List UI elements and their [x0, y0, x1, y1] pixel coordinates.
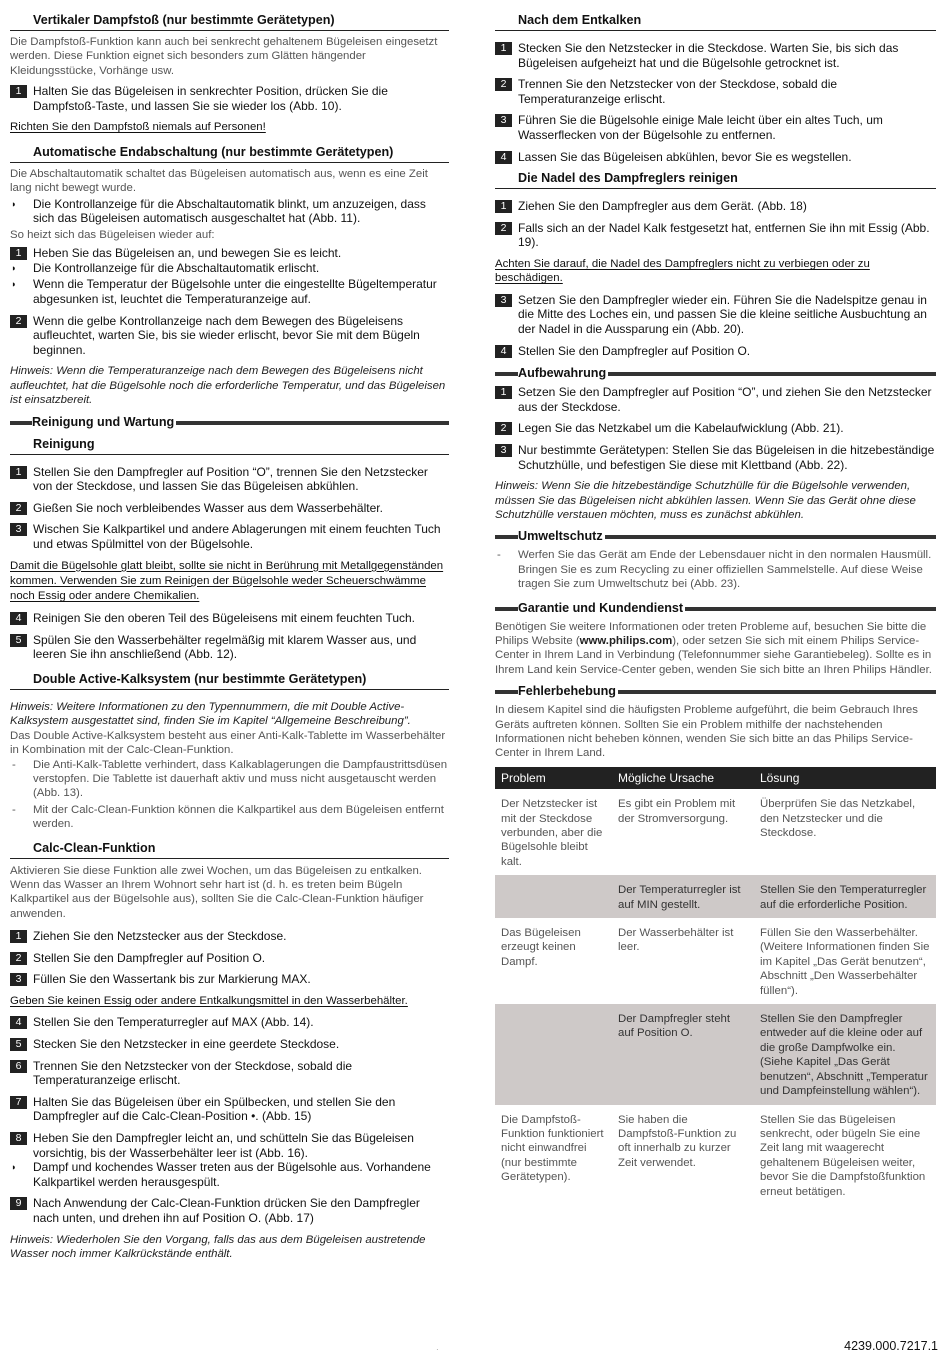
bullet-text: Die Kontrollanzeige für die Abschaltautomatik blinkt, um anzuzeigen, dass sich das Bügeleisen automatisch ausgeschaltet hat (Abb. 11). [33, 196, 426, 226]
section-title: Vertikaler Dampfstoß (nur bestimmte Gerätetypen) [10, 10, 449, 31]
step-number: 2 [495, 78, 512, 91]
section-automatische-endabschaltung [10, 142, 449, 408]
step-text: Heben Sie das Bügeleisen an, und bewegen Sie es leicht. [33, 246, 342, 261]
cause-cell: Es gibt ein Problem mit der Stromversorgung. [618, 798, 736, 825]
section-intro: Die Abschaltautomatik schaltet das Bügeleisen automatisch aus, wenn es eine Zeit lang nicht bewegt wurde. [10, 167, 428, 195]
step-text: Füllen Sie den Wassertank bis zur Markierung MAX. [33, 972, 311, 987]
step-text: Legen Sie das Netzkabel um die Kabelaufwicklung (Abb. 21). [518, 421, 844, 436]
step-text: Stellen Sie den Dampfregler auf Position O. [518, 343, 751, 358]
step [495, 199, 936, 214]
table-row [495, 875, 936, 918]
step [10, 929, 449, 944]
chapter-title-umweltschutz [495, 528, 936, 544]
dash-text: Mit der Calc-Clean-Funktion können die Kalkpartikel aus dem Bügeleisen entfernt werden. [33, 803, 444, 831]
step-text: Ziehen Sie den Dampfregler aus dem Gerät. (Abb. 18) [518, 199, 807, 214]
step-number: 3 [495, 114, 512, 127]
step-text: Heben Sie den Dampfregler leicht an, und schütteln Sie das Bügeleisen vorsichtig, bis der Wasserbehälter leer ist (Abb. 16). [33, 1130, 414, 1160]
step-number: 4 [10, 612, 27, 625]
step-number: 3 [495, 444, 512, 457]
step [495, 113, 936, 142]
step-number: 2 [10, 952, 27, 965]
hint-text: Hinweis: Wenn Sie die hitzebeständige Schutzhülle für die Bügelsohle verwenden, müssen Sie das Bügeleisen nicht abkühlen lassen. Wenn Sie das Gerät ohne diese Schutzhülle verstauen möchten, muss es zunächst abkühlen. [495, 480, 916, 521]
step [10, 1196, 449, 1225]
step-text: Spülen Sie den Wasserbehälter regelmäßig mit klarem Wasser aus, und leeren Sie ihn anschließend (Abb. 12). [33, 632, 417, 662]
step [10, 972, 449, 987]
warning-text: Geben Sie keinen Essig oder andere Entkalkungsmittel in den Wasserbehälter. [10, 995, 408, 1008]
step [10, 501, 449, 516]
step-number: 1 [10, 466, 27, 479]
step-text: Stellen Sie den Dampfregler auf Position O. [33, 950, 266, 965]
dash-text: Die Anti-Kalk-Tablette verhindert, dass Kalkablagerungen die Dampfaustrittsdüsen verstopfen. Die Tablette ist dauerhaft aktiv und muss nicht ausgetauscht werden (Abb. 13). [33, 758, 448, 800]
step [10, 314, 449, 358]
section-fehlerbehebung [495, 703, 936, 1205]
step [10, 1037, 449, 1052]
step-number: 2 [10, 502, 27, 515]
step-text: Reinigen Sie den oberen Teil des Bügeleisens mit einem feuchten Tuch. [33, 611, 416, 626]
step-number: 2 [495, 222, 512, 235]
section-title: Automatische Endabschaltung (nur bestimmte Gerätetypen) [10, 142, 449, 163]
section-intro: Die Dampfstoß-Funktion kann auch bei senkrecht gehaltenem Bügeleisen eingesetzt werden. Diese Funktion eignet sich besonders zum Glätten hängender Kleidungsstücke, Vorhänge usw. [10, 36, 438, 77]
step-text: Setzen Sie den Dampfregler auf Position “O”, und ziehen Sie den Netzstecker aus der Steckdose. [518, 385, 932, 414]
hint-text: Hinweis: Wiederholen Sie den Vorgang, falls das aus dem Bügeleisen austretende Wasser noch immer Kalkrückstände enthält. [10, 1233, 426, 1260]
step-number: 2 [10, 315, 27, 328]
bullet-text: Dampf und kochendes Wasser treten aus der Bügelsohle aus. Vorhandene Kalkpartikel werden herausgespült. [33, 1160, 431, 1189]
section-title: Reinigung [10, 434, 449, 455]
problem-cell: Das Bügeleisen erzeugt keinen Dampf. [501, 927, 581, 968]
page-mark: · [436, 1345, 439, 1354]
table-row [495, 789, 936, 875]
column-header: Mögliche Ursache [612, 767, 754, 789]
section-title: Nach dem Entkalken [495, 10, 936, 31]
step [495, 344, 936, 359]
dash-item [495, 548, 936, 591]
step-number: 9 [10, 1197, 27, 1210]
step-text: Wenn die gelbe Kontrollanzeige nach dem Bewegen des Bügeleisens aufleuchtet, warten Sie, bis sie wieder erlischt, bevor Sie mit dem Bügeln beginnen. [33, 313, 420, 357]
solution-cell: Überprüfen Sie das Netzkabel, den Netzstecker und die Steckdose. [760, 798, 916, 839]
bullet-icon: ◗ [11, 279, 17, 290]
step [495, 385, 936, 414]
right-column [495, 10, 936, 1209]
step-number: 1 [10, 247, 27, 260]
table-row [495, 1105, 936, 1205]
problem-cell [495, 875, 612, 918]
step-number: 4 [10, 1016, 27, 1029]
section-vertikaler-dampfstoss [10, 10, 449, 135]
bullet-item [10, 277, 449, 306]
step [10, 465, 449, 494]
section-nadel-reinigen [495, 168, 936, 358]
hint-text: Hinweis: Wenn die Temperaturanzeige nach dem Bewegen des Bügeleisens nicht aufleuchtet, hat die Bügelsohle noch die erforderliche Temperatur, und das Bügeleisen ist einsatzbereit. [10, 365, 446, 407]
step-text: Stecken Sie den Netzstecker in eine geerdete Steckdose. [33, 1037, 340, 1052]
step-number: 4 [495, 151, 512, 164]
section-umweltschutz [495, 548, 936, 591]
column-header: Lösung [754, 767, 936, 789]
step [10, 1015, 449, 1030]
section-garantie [495, 620, 936, 678]
chapter-title-text: Aufbewahrung [518, 366, 607, 381]
step [495, 41, 936, 70]
step-number: 2 [495, 422, 512, 435]
step-text: Nur bestimmte Gerätetypen: Stellen Sie das Bügeleisen in die hitzebeständige Schutzhülle, und befestigen Sie diese mit Klettband (Abb. 22). [518, 442, 935, 472]
website-link[interactable]: www.philips.com [579, 634, 673, 647]
step [10, 1095, 449, 1124]
chapter-title-garantie [495, 600, 936, 616]
step [10, 1059, 449, 1088]
step [10, 611, 449, 626]
bullet-item [10, 197, 449, 226]
dash-item [10, 758, 449, 801]
reheat-text: So heizt sich das Bügeleisen wieder auf: [10, 228, 215, 241]
problem-cell [495, 1004, 612, 1104]
step [495, 221, 936, 250]
step-text: Nach Anwendung der Calc-Clean-Funktion drücken Sie den Dampfregler nach unten, und drehen ihn auf Position O. (Abb. 17) [33, 1196, 420, 1225]
step-number: 1 [10, 930, 27, 943]
garantie-text-before: Benötigen Sie weitere Informationen oder treten Probleme auf, besuchen Sie bitte die Philips Website ( [495, 620, 927, 647]
section-nach-dem-entkalken [495, 10, 936, 164]
step-text: Setzen Sie den Dampfregler wieder ein. Führen Sie die Nadelspitze genau in die Mitte des Loches ein, und passen Sie die kleine seitliche Ausbuchtung an der Nadel in die Aussparung ein (Abb. 20). [518, 292, 927, 336]
bullet-icon: ◗ [11, 198, 17, 209]
table-row [495, 1004, 936, 1104]
warning-text: Achten Sie darauf, die Nadel des Dampfreglers nicht zu verbiegen oder zu beschädigen. [495, 257, 870, 285]
garantie-text [495, 620, 936, 678]
step [10, 522, 449, 551]
step [10, 951, 449, 966]
section-intro: In diesem Kapitel sind die häufigsten Probleme aufgeführt, die beim Gebrauch Ihres Geräts auftreten können. Sollten Sie ein Problem mithilfe der nachstehenden Informationen nicht beheben können, wenden Sie sich bitte an das Philips Service-Center in Ihrem Land. [495, 704, 918, 760]
step [495, 443, 936, 472]
table-header-row [495, 767, 936, 789]
section-reinigung [10, 434, 449, 662]
troubleshooting-table [495, 767, 936, 1205]
section-aufbewahrung [495, 385, 936, 522]
dash-text: Werfen Sie das Gerät am Ende der Lebensdauer nicht in den normalen Hausmüll. Bringen Sie es zum Recycling zu einer offiziellen Sammelstelle. Auf diese Weise tragen Sie zum Umweltschutz bei (Abb. 23). [518, 549, 932, 591]
section-calc-clean [10, 838, 449, 1262]
bullet-text: Wenn die Temperatur der Bügelsohle unter die eingestellte Bügeltemperatur abgesunken ist, leuchtet die Temperaturanzeige auf. [33, 277, 437, 306]
section-double-active-kalksystem [10, 669, 449, 832]
bullet-icon: ◗ [11, 262, 17, 273]
cause-cell: Sie haben die Dampfstoß-Funktion zu oft innerhalb zu kurzer Zeit verwendet. [618, 1113, 737, 1169]
step-text: Gießen Sie noch verbleibendes Wasser aus dem Wasserbehälter. [33, 500, 383, 515]
step-text: Lassen Sie das Bügeleisen abkühlen, bevor Sie es wegstellen. [518, 149, 852, 164]
garantie-text-after: ), oder setzen Sie sich mit einem Philips Service-Center in Ihrem Land in Verbindung (Telefonnummer siehe Garantiebeleg). Sollte es in Ihrem Land kein Service-Center geben, wenden Sie sich bitte an Ihren Philips Händler. [495, 634, 932, 676]
step-number: 8 [10, 1132, 27, 1145]
step-text: Halten Sie das Bügeleisen über ein Spülbecken, und stellen Sie den Dampfregler auf die Calc-Clean-Position •. (Abb. 15) [33, 1094, 396, 1124]
chapter-title-text: Reinigung und Wartung [32, 414, 175, 429]
bullet-item [10, 261, 449, 276]
cause-cell: Der Dampfregler steht auf Position O. [612, 1004, 754, 1104]
step [495, 421, 936, 436]
dash-item [10, 803, 449, 832]
section-title: Double Active-Kalksystem (nur bestimmte Gerätetypen) [10, 669, 449, 690]
warning-text: Damit die Bügelsohle glatt bleibt, sollte sie nicht in Berührung mit Metallgegenständen kommen. Verwenden Sie zum Reinigen der Bügelsohle weder Scheuerschwämme noch Essig oder andere Chemikalien. [10, 559, 444, 602]
table-row [495, 918, 936, 1004]
solution-cell: Stellen Sie den Dampfregler entweder auf die kleine oder auf die große Dampfwolke ein. (Siehe Kapitel „Das Gerät benutzen“, Abschnitt „Temperatur und Dampfeinstellung wählen“). [754, 1004, 936, 1104]
dash-icon: - [497, 549, 501, 562]
section-title: Die Nadel des Dampfreglers reinigen [495, 168, 936, 189]
bullet-item [10, 1160, 449, 1189]
step-number: 3 [10, 523, 27, 536]
step-number: 1 [495, 200, 512, 213]
solution-cell: Stellen Sie den Temperaturregler auf die erforderliche Position. [754, 875, 936, 918]
step-number: 5 [10, 1038, 27, 1051]
step [10, 246, 449, 261]
cause-cell: Der Wasserbehälter ist leer. [618, 927, 734, 954]
chapter-title-text: Garantie und Kundendienst [518, 600, 684, 615]
step-text: Stellen Sie den Dampfregler auf Position “O”, trennen Sie den Netzstecker von der Steckdose, und lassen Sie das Bügeleisen abkühlen. [33, 464, 428, 494]
step [10, 633, 449, 662]
chapter-title-text: Fehlerbehebung [518, 684, 616, 699]
document-code: 4239.000.7217.1 [844, 1339, 938, 1353]
step-number: 6 [10, 1060, 27, 1073]
problem-cell: Die Dampfstoß-Funktion funktioniert nicht einwandfrei (nur bestimmte Gerätetypen). [501, 1113, 604, 1184]
step-number: 7 [10, 1096, 27, 1109]
chapter-title-fehlerbehebung [495, 683, 936, 699]
column-header: Problem [495, 767, 612, 789]
step-number: 1 [495, 42, 512, 55]
chapter-title-aufbewahrung [495, 365, 936, 381]
bullet-icon: ◗ [11, 1162, 17, 1173]
chapter-title-text: Umweltschutz [518, 529, 603, 544]
step [495, 150, 936, 165]
step-text: Stellen Sie den Temperaturregler auf MAX (Abb. 14). [33, 1015, 314, 1030]
step-text: Falls sich an der Nadel Kalk festgesetzt hat, entfernen Sie ihn mit Essig (Abb. 19). [518, 220, 930, 250]
chapter-title-reinigung-und-wartung [10, 414, 449, 430]
step-text: Halten Sie das Bügeleisen in senkrechter Position, drücken Sie die Dampfstoß-Taste, und lassen Sie sie wieder los (Abb. 10). [33, 84, 388, 113]
step [495, 293, 936, 337]
step-text: Wischen Sie Kalkpartikel und andere Ablagerungen mit einem feuchten Tuch und etwas Spülmittel von der Bügelsohle. [33, 522, 441, 551]
step-number: 1 [10, 85, 27, 98]
cause-cell: Der Temperaturregler ist auf MIN gestellt. [612, 875, 754, 918]
step-number: 1 [495, 386, 512, 399]
step-text: Trennen Sie den Netzstecker von der Steckdose, sobald die Temperaturanzeige erlischt. [33, 1058, 353, 1088]
step-text: Führen Sie die Bügelsohle einige Male leicht über ein altes Tuch, um Wasserflecken von der Bügelsohle zu entfernen. [518, 113, 883, 142]
step-number: 3 [495, 294, 512, 307]
step [495, 77, 936, 106]
step-text: Trennen Sie den Netzstecker von der Steckdose, sobald die Temperaturanzeige erlischt. [518, 77, 838, 106]
solution-cell: Stellen Sie das Bügeleisen senkrecht, oder bügeln Sie eine Zeit lang mit waagerecht gehaltenem Bügeleisen weiter, bevor Sie die Dampfstoßfunktion erneut betätigen. [760, 1113, 926, 1198]
dash-icon: - [12, 758, 16, 771]
section-title: Calc-Clean-Funktion [10, 838, 449, 859]
section-intro: Aktivieren Sie diese Funktion alle zwei Wochen, um das Bügeleisen zu entkalken. Wenn das Wasser an Ihrem Wohnort sehr hart ist (d. h. es treten beim Bügeln Kalkpartikel aus der Bügelsohle aus), sollten Sie die Calc-Clean-Funktion häufiger anwenden. [10, 864, 424, 920]
step-text: Ziehen Sie den Netzstecker aus der Steckdose. [33, 929, 287, 944]
hint-text: Hinweis: Weitere Informationen zu den Typennummern, die mit Double Active-Kalksystem ausgestattet sind, finden Sie im Kapitel “Allgemeine Beschreibung”. [10, 700, 411, 728]
bullet-text: Die Kontrollanzeige für die Abschaltautomatik erlischt. [33, 260, 320, 275]
step [10, 1131, 449, 1160]
section-intro: Das Double Active-Kalksystem besteht aus einer Anti-Kalk-Tablette im Wasserbehälter in Kombination mit der Calc-Clean-Funktion. [10, 729, 446, 757]
problem-cell: Der Netzstecker ist mit der Steckdose verbunden, aber die Bügelsohle bleibt kalt. [501, 798, 603, 868]
left-column [10, 10, 449, 1267]
step [10, 84, 449, 113]
step-text: Stecken Sie den Netzstecker in die Steckdose. Warten Sie, bis sich das Bügeleisen aufgeheizt hat und die Bügelsohle getrocknet ist. [518, 41, 899, 70]
step-number: 5 [10, 634, 27, 647]
warning-text: Richten Sie den Dampfstoß niemals auf Personen! [10, 121, 266, 134]
step-number: 3 [10, 973, 27, 986]
step-number: 4 [495, 345, 512, 358]
dash-icon: - [12, 803, 16, 816]
solution-cell: Füllen Sie den Wasserbehälter. (Weitere Informationen finden Sie im Kapitel „Das Gerät benutzen“, Abschnitt „Den Wasserbehälter füllen“). [760, 927, 930, 997]
